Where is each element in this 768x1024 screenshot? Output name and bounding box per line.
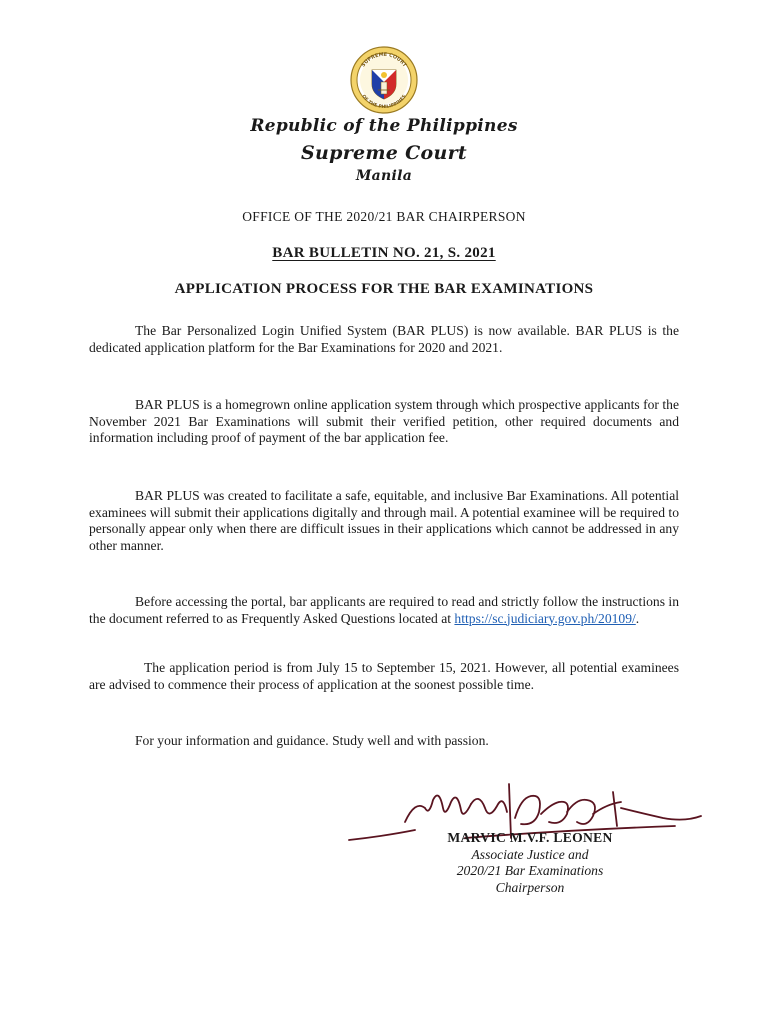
letterhead-court: Supreme Court xyxy=(300,142,468,164)
subject-heading: APPLICATION PROCESS FOR THE BAR EXAMINATIONS xyxy=(174,281,594,297)
signatory-title-line-1: Associate Justice and xyxy=(471,846,589,862)
letterhead-city: Manila xyxy=(355,168,413,184)
letterhead-country: Republic of the Philippines xyxy=(250,116,518,136)
bulletin-number: BAR BULLETIN NO. 21, S. 2021 xyxy=(272,245,496,261)
svg-text:SUPREME COURT: SUPREME COURT xyxy=(360,51,408,69)
svg-text:OF THE PHILIPPINES: OF THE PHILIPPINES xyxy=(360,94,408,111)
faq-link[interactable]: https://sc.judiciary.gov.ph/20109/ xyxy=(454,610,636,626)
body-paragraph-4 xyxy=(89,594,679,627)
body-paragraph-3: BAR PLUS was created to facilitate a safe, equitable, and inclusive Bar Examinations. All potential examinees will submit their applications digitally and through mail. A potential examinee will be required to personally appear only when there are difficult issues in their applications which cannot be addressed in any other manner. xyxy=(89,488,679,553)
supreme-court-seal-icon xyxy=(350,46,418,114)
signatory-title-line-3: Chairperson xyxy=(495,879,565,895)
signatory-name: MARVIC M.V.F. LEONEN xyxy=(447,830,613,845)
signatory-block xyxy=(400,830,660,896)
body-paragraph-2: BAR PLUS is a homegrown online application system through which prospective applicants for the November 2021 Bar Examinations will submit their verified petition, other required documents and information including proof of payment of the bar application fee. xyxy=(89,397,679,446)
office-heading: OFFICE OF THE 2020/21 BAR CHAIRPERSON xyxy=(242,209,526,224)
body-paragraph-5: The application period is from July 15 to September 15, 2021. However, all potential examinees are advised to commence their process of application at the soonest possible time. xyxy=(89,660,679,692)
signatory-title-line-2: 2020/21 Bar Examinations xyxy=(456,863,604,879)
faq-period: . xyxy=(635,610,640,626)
closing-paragraph: For your information and guidance. Study well and with passion. xyxy=(135,733,489,748)
body-paragraph-1: The Bar Personalized Login Unified System (BAR PLUS) is now available. BAR PLUS is the dedicated application platform for the Bar Examinations for 2020 and 2021. xyxy=(89,323,679,355)
faq-intro-text: Before accessing the portal, bar applicants are required to read and strictly follow the instructions in the document referred to as Frequently Asked Questions located at xyxy=(89,594,679,626)
